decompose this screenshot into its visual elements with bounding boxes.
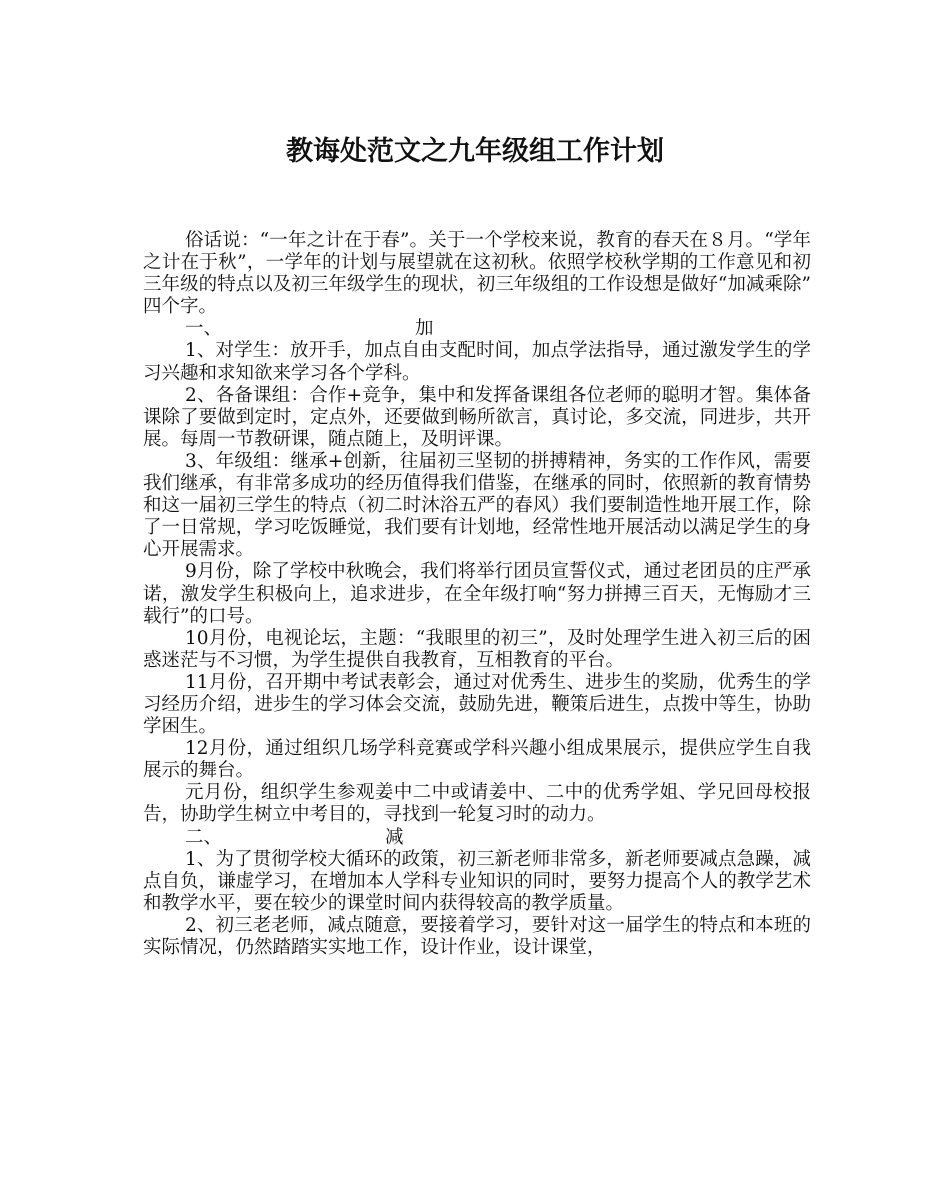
section-heading-subtract <box>143 827 811 849</box>
document-body <box>143 230 811 959</box>
paragraph-october: 10月份，电视论坛，主题：“我眼里的初三”，及时处理学生进入初三后的困惑迷茫与不习惯，为学生提供自我教育，互相教育的平台。 <box>143 627 811 671</box>
paragraph-grade-group: 3、年级组：继承+创新，往届初三坚韧的拼搏精神，务实的工作作风，需要我们继承，有非常多成功的经历值得我们借鉴，在继承的同时，依照新的教育情势和这一届初三学生的特点（初二时沐浴五严的春风）我们要制造性地开展工作，除了一日常规，学习吃饭睡觉，我们要有计划地，经常性地开展活动以满足学生的身心开展需求。 <box>143 450 811 561</box>
paragraph-november: 11月份，召开期中考试表彰会，通过对优秀生、进步生的奖励，优秀生的学习经历介绍，进步生的学习体会交流，鼓励先进，鞭策后进生，点拨中等生，协助学困生。 <box>143 671 811 738</box>
paragraph-experienced-teachers: 2、初三老老师，减点随意，要接着学习，要针对这一届学生的特点和本班的实际情况，仍然踏踏实实地工作，设计作业，设计课堂， <box>143 914 811 958</box>
section-word: 加 <box>415 318 434 340</box>
paragraph-intro: 俗话说：“一年之计在于春”。关于一个学校来说，教育的春天在８月。“学年之计在于秋”，一学年的计划与展望就在这初秋。依照学校秋学期的工作意见和初三年级的特点以及初三年级学生的现状，初三年级组的工作设想是做好“加减乘除”四个字。 <box>143 230 811 318</box>
paragraph-december: 12月份，通过组织几场学科竞赛或学科兴趣小组成果展示，提供应学生自我展示的舞台。 <box>143 738 811 782</box>
document-title: 教诲处范文之九年级组工作计划 <box>286 136 664 167</box>
section-number: 一、 <box>185 318 223 340</box>
paragraph-students: 1、对学生：放开手，加点自由支配时间，加点学法指导，通过激发学生的学习兴趣和求知欲来学习各个学科。 <box>143 340 811 384</box>
paragraph-lesson-groups: 2、各备课组：合作+竞争，集中和发挥备课组各位老师的聪明才智。集体备课除了要做到定时，定点外，还要做到畅所欲言，真讨论，多交流，同进步，共开展。每周一节教研课，随点随上，及明评课。 <box>143 384 811 450</box>
paragraph-september: 9月份，除了学校中秋晚会，我们将举行团员宣誓仪式，通过老团员的庄严承诺，激发学生积极向上，追求进步，在全年级打响“努力拼搏三百天，无悔励才三载行”的口号。 <box>143 561 811 627</box>
paragraph-new-teachers: 1、为了贯彻学校大循环的政策，初三新老师非常多，新老师要减点急躁，减点自负，谦虚学习，在增加本人学科专业知识的同时，要努力提高个人的教学艺术和教学水平，要在较少的课堂时间内获得较高的教学质量。 <box>143 848 811 914</box>
section-number: 二、 <box>185 826 223 848</box>
section-word: 减 <box>385 826 404 848</box>
section-heading-add <box>143 318 811 340</box>
paragraph-january: 元月份，组织学生参观姜中二中或请姜中、二中的优秀学姐、学兄回母校报告，协助学生树立中考目的，寻找到一轮复习时的动力。 <box>143 782 811 826</box>
